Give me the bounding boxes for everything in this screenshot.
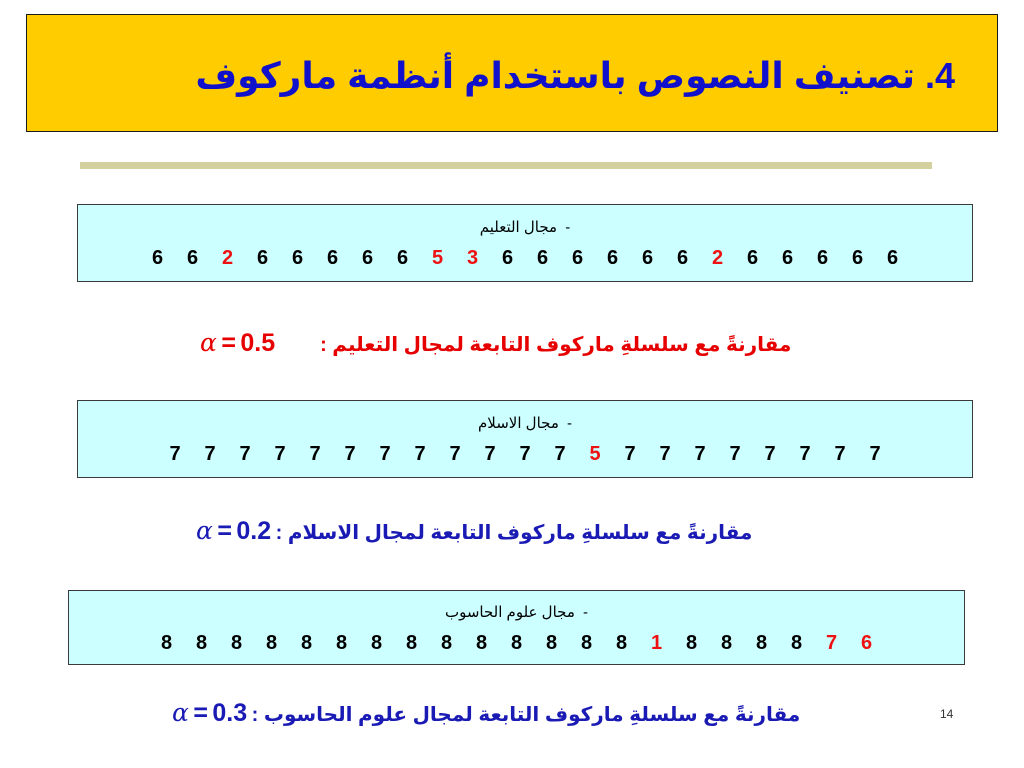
sequence-digit: 8: [545, 632, 558, 654]
sequence-digit: 7: [764, 443, 776, 465]
sequence-digit: 8: [580, 632, 593, 654]
sequence-digit: 6: [256, 247, 269, 269]
domain-name: مجال الاسلام: [477, 415, 559, 432]
sequence-digit: 7: [309, 443, 321, 465]
sequence-digit: 8: [790, 632, 803, 654]
sequence-digit: 7: [379, 443, 391, 465]
sequence-digit: 8: [405, 632, 418, 654]
sequence-digit: 3: [466, 247, 479, 269]
sequence-islam: [78, 443, 972, 466]
alpha-value: 0.3: [212, 699, 248, 727]
sequence-digit: 6: [676, 247, 689, 269]
sequence-digit: 6: [361, 247, 374, 269]
sequence-digit: 7: [414, 443, 426, 465]
sequence-digit: 8: [300, 632, 313, 654]
title-banner: [26, 14, 998, 132]
sequence-digit: 8: [510, 632, 523, 654]
sequence-digit: 7: [869, 443, 881, 465]
domain-label-education: [78, 218, 972, 236]
sequence-digit: 6: [326, 247, 339, 269]
sequence-digit: 6: [746, 247, 759, 269]
sequence-digit: 7: [519, 443, 531, 465]
sequence-digit: 7: [825, 632, 838, 654]
sequence-education: [78, 247, 972, 270]
sequence-digit: 6: [641, 247, 654, 269]
sequence-digit: 8: [370, 632, 383, 654]
sequence-digit: 8: [265, 632, 278, 654]
sequence-digit: 6: [606, 247, 619, 269]
sequence-digit: 8: [230, 632, 243, 654]
divider-line: [80, 162, 932, 169]
sequence-digit: 6: [151, 247, 164, 269]
domain-label-computer-science: [69, 603, 964, 621]
sequence-digit: 7: [449, 443, 461, 465]
domain-name: مجال التعليم: [479, 219, 558, 236]
sequence-box-education: [77, 204, 973, 282]
sequence-computer-science: [69, 632, 964, 655]
sequence-digit: 6: [816, 247, 829, 269]
sequence-digit: 8: [685, 632, 698, 654]
note-text: مقارنةً مع سلسلةِ ماركوف التابعة لمجال الاسلام :: [275, 522, 753, 544]
sequence-digit: 6: [886, 247, 899, 269]
sequence-digit: 7: [694, 443, 706, 465]
sequence-digit: 6: [571, 247, 584, 269]
equals-sign: =: [217, 517, 232, 545]
equals-sign: =: [193, 699, 208, 727]
sequence-digit: 2: [711, 247, 724, 269]
sequence-digit: 7: [169, 443, 181, 465]
sequence-digit: 6: [186, 247, 199, 269]
alpha-value: 0.2: [236, 517, 272, 545]
dash-marker: -: [565, 219, 571, 236]
dash-marker: -: [583, 604, 589, 621]
comparison-note-computer-science: [172, 698, 800, 728]
sequence-digit: 7: [659, 443, 671, 465]
sequence-digit: 7: [554, 443, 566, 465]
slide-title: 4. تصنيف النصوص باستخدام أنظمة ماركوف: [195, 55, 955, 96]
sequence-digit: 7: [239, 443, 251, 465]
alpha-symbol: α: [200, 328, 217, 357]
sequence-digit: 7: [799, 443, 811, 465]
domain-name: مجال علوم الحاسوب: [444, 604, 575, 621]
equals-sign: =: [221, 329, 236, 357]
sequence-digit: 8: [615, 632, 628, 654]
sequence-box-computer-science: [68, 590, 965, 665]
sequence-digit: 7: [834, 443, 846, 465]
sequence-digit: 8: [720, 632, 733, 654]
alpha-value: 0.5: [240, 329, 276, 357]
sequence-digit: 7: [729, 443, 741, 465]
sequence-digit: 6: [851, 247, 864, 269]
comparison-note-islam: [196, 516, 752, 546]
sequence-digit: 6: [781, 247, 794, 269]
sequence-box-islam: [77, 400, 973, 478]
domain-label-islam: [78, 414, 972, 432]
sequence-digit: 7: [344, 443, 356, 465]
sequence-digit: 8: [160, 632, 173, 654]
sequence-digit: 7: [624, 443, 636, 465]
dash-marker: -: [567, 415, 573, 432]
sequence-digit: 8: [440, 632, 453, 654]
sequence-digit: 6: [396, 247, 409, 269]
sequence-digit: 5: [589, 443, 601, 465]
sequence-digit: 6: [501, 247, 514, 269]
comparison-note-education: [200, 328, 791, 358]
note-text: مقارنةً مع سلسلةِ ماركوف التابعة لمجال علوم الحاسوب :: [251, 704, 801, 726]
note-text: مقارنةً مع سلسلةِ ماركوف التابعة لمجال التعليم :: [320, 334, 792, 356]
alpha-symbol: α: [196, 516, 213, 545]
sequence-digit: 6: [536, 247, 549, 269]
sequence-digit: 7: [274, 443, 286, 465]
sequence-digit: 6: [860, 632, 873, 654]
sequence-digit: 5: [431, 247, 444, 269]
sequence-digit: 1: [650, 632, 663, 654]
sequence-digit: 8: [335, 632, 348, 654]
sequence-digit: 7: [484, 443, 496, 465]
alpha-symbol: α: [172, 698, 189, 727]
sequence-digit: 2: [221, 247, 234, 269]
sequence-digit: 6: [291, 247, 304, 269]
sequence-digit: 8: [475, 632, 488, 654]
sequence-digit: 8: [755, 632, 768, 654]
sequence-digit: 7: [204, 443, 216, 465]
page-number: 14: [940, 707, 954, 721]
sequence-digit: 8: [195, 632, 208, 654]
